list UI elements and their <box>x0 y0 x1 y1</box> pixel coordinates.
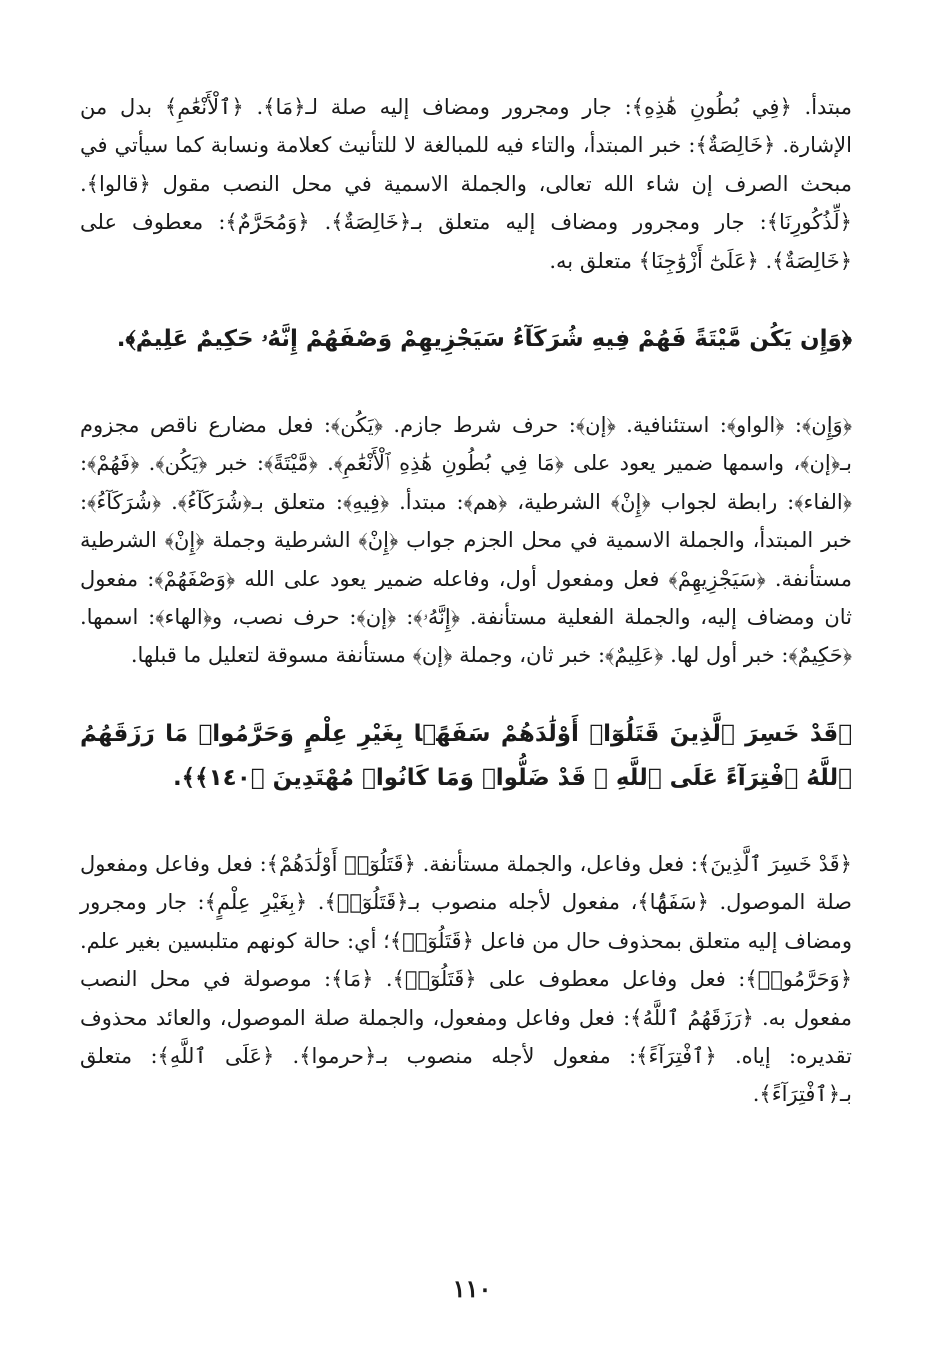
verse-text: ﴿وَإِن يَكُن مَّيْتَةً فَهُمْ فِيهِ شُرَكَآءُ سَيَجْزِيهِمْ وَصْفَهُمْ إِنَّهُۥ حَكِيمٌ عَلِيمٌ﴾. <box>116 326 852 353</box>
verse-text: ﴿قَدْ خَسِرَ ٱلَّذِينَ قَتَلُوٓا۟ أَوْلَٰدَهُمْ سَفَهًۢا بِغَيْرِ عِلْمٍ وَحَرَّمُوا۟ مَا رَزَقَهُمُ ٱللَّهُ ٱفْتِرَآءً عَلَى ٱللَّهِ ۚ قَدْ ضَلُّوا۟ وَمَا كَانُوا۟ مُهْتَدِينَ ﴿١٤٠﴾﴾. <box>80 720 852 791</box>
paragraph-commentary-1 <box>80 88 852 280</box>
paragraph-commentary-2 <box>80 406 852 675</box>
paragraph-text: مبتدأ. ﴿فِي بُطُونِ هَٰذِهِ﴾: جار ومجرور ومضاف إليه صلة لـ﴿مَا﴾. ﴿ٱلْأَنْعَٰمِ﴾ بدل من الإشارة. ﴿خَالِصَةٌ﴾: خبر المبتدأ، والتاء فيه للمبالغة لا للتأنيث كعلامة ونسابة كما سيأتي في مبحث الصرف إن شاء الله تعالى، والجملة الاسمية في محل النصب مقول ﴿قالوا﴾. ﴿لِّذُكُورِنَا﴾: جار ومجرور ومضاف إليه متعلق بـ﴿خَالِصَةٌ﴾. ﴿وَمُحَرَّمٌ﴾: معطوف على ﴿خَالِصَةٌ﴾. ﴿عَلَىٰٓ أَزْوَٰجِنَا﴾ متعلق به. <box>80 95 852 273</box>
quran-verse-2 <box>80 712 852 800</box>
paragraph-commentary-3 <box>80 845 852 1114</box>
page-content <box>80 88 852 1114</box>
page-number: ١١٠ <box>452 1274 492 1303</box>
quran-verse-1 <box>80 317 852 361</box>
paragraph-text: ﴿وَإِن﴾: ﴿الواو﴾: استئنافية. ﴿إن﴾: حرف شرط جازم. ﴿يَكُن﴾: فعل مضارع ناقص مجزوم بـ﴿إن﴾، واسمها ضمير يعود على ﴿مَا فِي بُطُونِ هَٰذِهِ ٱلْأَنْعَٰمِ﴾. ﴿مَّيْتَةً﴾: خبر ﴿يَكُن﴾. ﴿فَهُمْ﴾: ﴿الفاء﴾: رابطة لجواب ﴿إِنْ﴾ الشرطية، ﴿هم﴾: مبتدأ. ﴿فِيهِ﴾: متعلق بـ﴿شُرَكَآءُ﴾. ﴿شُرَكَآءُ﴾: خبر المبتدأ، والجملة الاسمية في محل الجزم جواب ﴿إِنْ﴾ الشرطية وجملة ﴿إِنْ﴾ الشرطية مستأنفة. ﴿سَيَجْزِيهِمْ﴾ فعل ومفعول أول، وفاعله ضمير يعود على الله ﴿وَصْفَهُمْ﴾: مفعول ثان ومضاف إليه، والجملة الفعلية مستأنفة. ﴿إِنَّهُۥ﴾: ﴿إن﴾: حرف نصب، و﴿الهاء﴾: اسمها. ﴿حَكِيمٌ﴾: خبر أول لها. ﴿عَلِيمٌ﴾: خبر ثان، وجملة ﴿إن﴾ مستأنفة مسوقة لتعليل ما قبلها. <box>80 413 852 668</box>
paragraph-text: ﴿قَدْ خَسِرَ ٱلَّذِينَ﴾: فعل وفاعل، والجملة مستأنفة. ﴿قَتَلُوٓا۟ أَوْلَٰدَهُمْ﴾: فعل وفاعل ومفعول صلة الموصول. ﴿سَفَهًۢا﴾، مفعول لأجله منصوب بـ﴿قَتَلُوٓا۟﴾. ﴿بِغَيْرِ عِلْمٍ﴾: جار ومجرور ومضاف إليه متعلق بمحذوف حال من فاعل ﴿قَتَلُوٓا۟﴾؛ أي: حالة كونهم متلبسين بغير علم. ﴿وَحَرَّمُوا۟﴾: فعل وفاعل معطوف على ﴿قَتَلُوٓا۟﴾. ﴿مَا﴾: موصولة في محل النصب مفعول به. ﴿رَزَقَهُمُ ٱللَّهُ﴾: فعل وفاعل ومفعول، والجملة صلة الموصول، والعائد محذوف تقديره: إياه. ﴿ٱفْتِرَآءً﴾: مفعول لأجله منصوب بـ﴿حرموا﴾. ﴿عَلَى ٱللَّهِ﴾: متعلق بـ﴿ٱفْتِرَآءً﴾. <box>80 851 853 1107</box>
